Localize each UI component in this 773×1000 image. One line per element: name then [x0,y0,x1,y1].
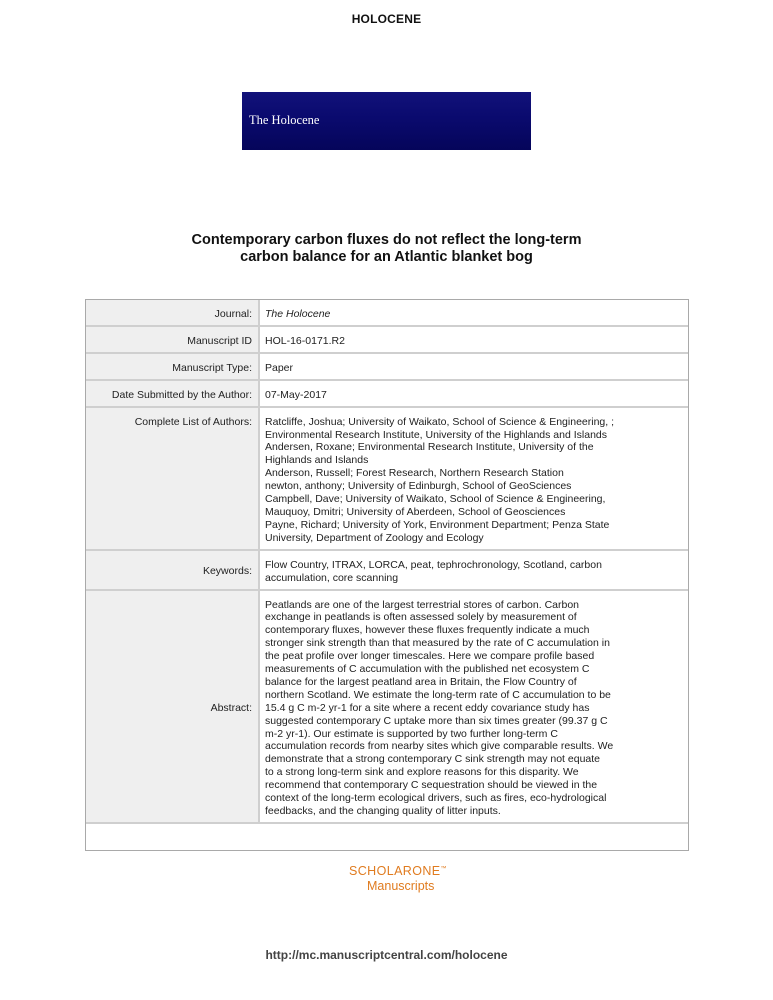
running-header: HOLOCENE [351,12,422,26]
logo-line-1 [349,864,459,878]
manuscript-type-value: Paper [260,352,688,379]
abstract-line: context of the long-term ecological drivers, such as fires, eco-hydrological [265,792,607,805]
date-submitted-label: Date Submitted by the Author: [86,379,260,406]
logo-brand: SCHOLARONE [349,864,441,878]
paper-title-line-1: Contemporary carbon fluxes do not reflect the long-term [191,232,582,248]
journal-banner [242,92,531,150]
abstract-label: Abstract: [86,589,260,822]
authors-value [260,406,688,549]
keywords-value [260,549,688,589]
manuscript-id-row [86,325,688,352]
manuscript-id-value: HOL-16-0171.R2 [260,325,688,352]
abstract-line: stronger sink strength than that measured by the rate of C accumulation in [265,637,610,650]
author-line: University, Department of Zoology and Ecology [265,531,484,544]
paper-title [120,232,653,266]
trademark-symbol: ™ [440,865,447,872]
journal-value: The Holocene [265,308,331,320]
author-line: Anderson, Russell; Forest Research, Northern Research Station [265,467,564,480]
abstract-value [260,589,688,822]
abstract-line: m-2 yr-1). Our estimate is supported by two further long-term C [265,727,558,740]
keywords-line: Flow Country, ITRAX, LORCA, peat, tephrochronology, Scotland, carbon [265,558,602,571]
journal-label: Journal: [86,300,260,325]
author-line: Payne, Richard; University of York, Environment Department; Penza State [265,518,610,531]
empty-row [86,822,688,850]
abstract-line: Peatlands are one of the largest terrestrial stores of carbon. Carbon [265,598,580,611]
abstract-line: northern Scotland. We estimate the long-term rate of C accumulation to be [265,688,611,701]
manuscript-id-label: Manuscript ID [86,325,260,352]
author-line: Campbell, Dave; University of Waikato, School of Science & Engineering, [265,493,606,506]
scholarone-logo [349,864,459,893]
banner-title: The Holocene [249,113,320,127]
date-submitted-row [86,379,688,406]
abstract-line: to a strong long-term sink and explore reasons for this disparity. We [265,766,579,779]
keywords-row [86,549,688,589]
abstract-line: contemporary fluxes, however these fluxes frequently indicate a much [265,624,590,637]
footer-url[interactable]: http://mc.manuscriptcentral.com/holocene [265,948,508,962]
empty-cell [86,822,688,850]
author-line: Andersen, Roxane; Environmental Research Institute, University of the [265,441,594,454]
abstract-line: recommend that contemporary C sequestration should be viewed in the [265,779,598,792]
abstract-row [86,589,688,822]
author-line: Mauquoy, Dmitri; University of Aberdeen, School of Geosciences [265,505,566,518]
author-line: newton, anthony; University of Edinburgh, School of GeoSciences [265,480,572,493]
manuscript-type-row [86,352,688,379]
author-line: Highlands and Islands [265,454,369,467]
author-line: Environmental Research Institute, University of the Highlands and Islands [265,428,608,441]
abstract-line: accumulation records from nearby sites which give comparable results. We [265,740,614,753]
date-submitted-value: 07-May-2017 [260,379,688,406]
abstract-line: the peat profile over longer timescales. Here we compare profile based [265,650,595,663]
keywords-line: accumulation, core scanning [265,571,399,584]
logo-line-2: Manuscripts [367,879,435,893]
manuscript-type-label: Manuscript Type: [86,352,260,379]
abstract-line: exchange in peatlands is often assessed solely by measurement of [265,611,577,624]
abstract-line: suggested contemporary C uptake more than six times greater (99.37 g C [265,714,608,727]
abstract-line: demonstrate that a strong contemporary C sink strength may not equate [265,753,601,766]
keywords-label: Keywords: [86,549,260,589]
abstract-line: 15.4 g C m-2 yr-1 for a site where a recent eddy covariance study has [265,701,590,714]
abstract-line: feedbacks, and the changing quality of litter inputs. [265,805,501,817]
author-line: Ratcliffe, Joshua; University of Waikato, School of Science & Engineering, ; [265,415,615,428]
abstract-line: balance for the largest peatland area in Britain, the Flow Country of [265,675,577,688]
paper-title-line-2: carbon balance for an Atlantic blanket bog [240,249,533,265]
authors-row [86,406,688,549]
manuscript-metadata-table [85,299,689,851]
authors-label: Complete List of Authors: [86,406,260,549]
journal-row [86,300,688,325]
abstract-line: measurements of C accumulation with the published net ecosystem C [265,663,590,676]
